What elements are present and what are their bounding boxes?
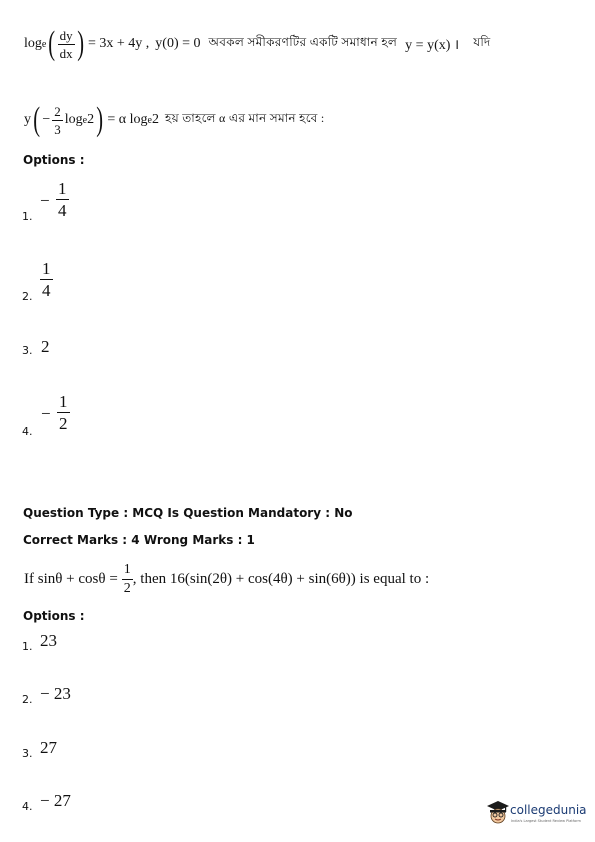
solution-text: y = y(x) । (405, 37, 460, 53)
q2-option-1[interactable] (22, 631, 142, 655)
right-paren: ) (96, 101, 104, 138)
log-text: log (24, 36, 42, 51)
alpha-log-arg: 2 (151, 112, 159, 127)
alpha-equation: = α log (107, 112, 148, 127)
dx: dx (59, 45, 73, 61)
option-number: 3. (22, 747, 33, 760)
option-number: 1. (22, 640, 33, 653)
equation-rhs: = 3x + 4y , (88, 36, 150, 51)
option-number: 4. (22, 800, 33, 813)
stem-part-a: If sinθ + cosθ = (24, 570, 118, 587)
graduate-cap-icon (486, 799, 510, 825)
log2-arg: 2 (87, 112, 95, 127)
option-value: 2 (41, 337, 50, 356)
option-value: − 27 (40, 791, 71, 810)
q1-option-2[interactable] (22, 260, 142, 306)
bengali-text-b: যদি (473, 35, 491, 49)
option-fraction (57, 393, 70, 432)
half-fraction (122, 563, 133, 596)
initial-condition: y(0) = 0 (155, 36, 201, 51)
q1-option-4[interactable] (22, 393, 142, 439)
q2-option-2[interactable] (22, 684, 142, 708)
option-value: − 23 (40, 684, 71, 703)
option-value: 23 (40, 631, 57, 650)
option-value: 27 (40, 738, 57, 757)
logo-name: collegedunia (510, 803, 587, 817)
log-base: e (41, 38, 47, 50)
denominator: 2 (59, 414, 68, 433)
numerator: 1 (123, 561, 131, 577)
left-paren: ( (48, 25, 56, 62)
y-function: y (24, 112, 31, 127)
bengali-text-a: অবকল সমীকরণটির একটি সমাধান হল (208, 35, 398, 49)
q1-line1 (24, 22, 490, 66)
log2-base: e (82, 114, 88, 126)
denominator: 4 (58, 201, 67, 220)
q1-option-1[interactable] (22, 180, 142, 226)
denominator: 2 (123, 580, 131, 596)
q2-question-type: Question Type : MCQ Is Question Mandatory : No (23, 506, 353, 520)
right-paren: ) (76, 25, 84, 62)
option-sign: − (41, 404, 51, 423)
logo-tagline: India's Largest Student Review Platform (511, 819, 581, 823)
numerator-2: 2 (54, 103, 61, 119)
option-fraction (56, 180, 69, 219)
option-number: 3. (22, 344, 33, 357)
q2-stem (24, 556, 429, 602)
alpha-log-base: e (147, 114, 152, 126)
option-number: 4. (22, 425, 33, 438)
option-number: 1. (22, 210, 33, 223)
numerator: 1 (42, 259, 51, 278)
q2-marks: Correct Marks : 4 Wrong Marks : 1 (23, 533, 255, 547)
option-fraction (40, 260, 53, 299)
numerator: 1 (59, 392, 68, 411)
stem-part-b: , then 16(sin(2θ) + cos(4θ) + sin(6θ)) is equal to : (132, 570, 430, 587)
minus-sign: − (42, 112, 51, 127)
left-paren: ( (33, 101, 41, 138)
bengali-text-c: হয় তাহলে α এর মান সমান হবে : (164, 111, 325, 125)
dy: dy (59, 27, 73, 43)
collegedunia-logo (486, 799, 586, 829)
q1-option-3[interactable] (22, 337, 142, 359)
q1-options-label: Options : (23, 153, 85, 167)
log2-text: log (64, 112, 83, 127)
dy-dx-fraction (58, 29, 75, 60)
numerator: 1 (58, 179, 67, 198)
option-sign: − (40, 191, 50, 210)
denominator: 4 (42, 281, 51, 300)
denominator-3: 3 (54, 121, 61, 137)
two-thirds-fraction (52, 105, 63, 136)
q2-options-label: Options : (23, 609, 85, 623)
q2-option-3[interactable] (22, 738, 142, 762)
option-number: 2. (22, 693, 33, 706)
option-number: 2. (22, 290, 33, 303)
q2-option-4[interactable] (22, 791, 142, 815)
q1-line2 (24, 98, 325, 142)
